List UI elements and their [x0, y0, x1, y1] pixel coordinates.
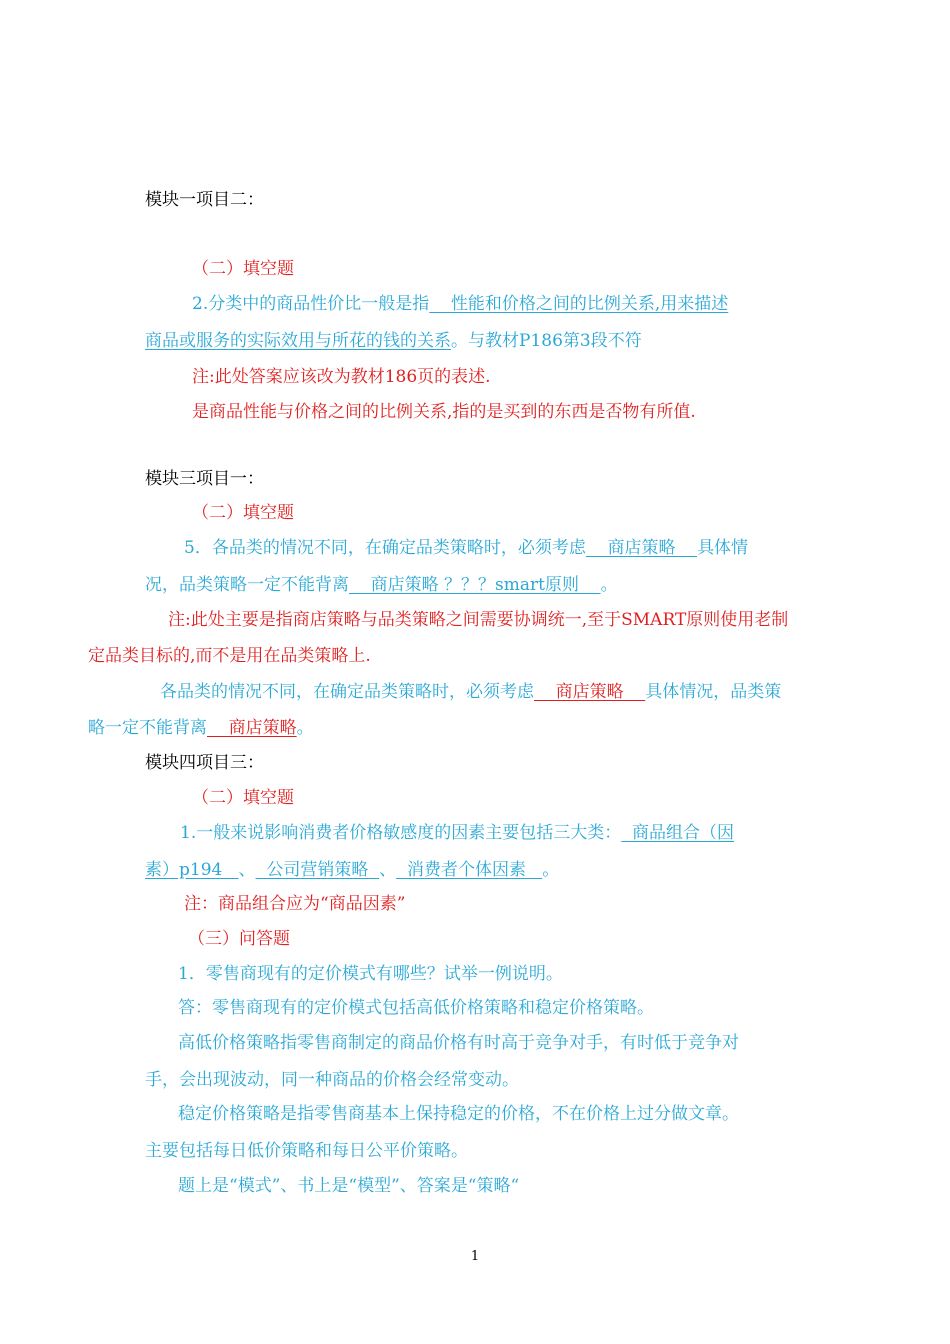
answer-blank: 商品组合（因: [621, 823, 735, 843]
subheading-qa: （三）问答题: [188, 929, 290, 949]
answer-blank: 消费者个体因素: [396, 860, 543, 880]
revised-line: [88, 717, 314, 739]
question-text: 1.一般来说影响消费者价格敏感度的因素主要包括三大类：: [180, 823, 622, 843]
answer-blank: 商店策略: [585, 538, 698, 558]
revised-text: 具体情况，品类策: [645, 682, 782, 702]
revised-text: 各品类的情况不同，在确定品类策略时，必须考虑: [160, 682, 534, 702]
section-heading-m4: 模块四项目三：: [145, 753, 264, 773]
subheading-fill-blank: （二）填空题: [192, 788, 294, 808]
section-heading-m1: 模块一项目二：: [145, 190, 264, 210]
revised-line: [160, 681, 781, 703]
qa-paragraph: 稳定价格策略是指零售商基本上保持稳定的价格，不在价格上过分做文章。: [178, 1104, 739, 1124]
answer-blank: 公司营销策略: [255, 860, 380, 880]
note-text: 是商品性能与价格之间的比例关系,指的是买到的东西是否物有所值.: [192, 402, 696, 422]
question-line: [145, 859, 559, 881]
note-text: 注:此处主要是指商店策略与品类策略之间需要协调统一,至于SMART原则使用老制: [168, 610, 789, 630]
subheading-fill-blank: （二）填空题: [192, 259, 294, 279]
qa-question: 1．零售商现有的定价模式有哪些？试举一例说明。: [178, 964, 563, 984]
question-text: 。与教材P186第3段不符: [451, 331, 642, 351]
answer-blank: 商店策略: [534, 682, 646, 702]
answer-blank: 商店策略: [207, 718, 297, 738]
question-text: 。: [600, 575, 618, 595]
qa-paragraph: 题上是“模式”、书上是“模型”、答案是“策略“: [178, 1176, 520, 1196]
answer-blank: 素）p194: [145, 860, 239, 880]
question-line: [145, 574, 618, 596]
separator: 、: [238, 860, 256, 880]
question-text: 。: [542, 860, 560, 880]
question-line: [145, 330, 642, 352]
section-heading-m3: 模块三项目一：: [145, 469, 264, 489]
note-text: 注:此处答案应该改为教材186页的表述.: [192, 367, 491, 387]
answer-blank: 商品或服务的实际效用与所花的钱的关系: [145, 331, 451, 351]
subheading-fill-blank: （二）填空题: [192, 503, 294, 523]
question-line: [180, 822, 734, 844]
qa-answer: 答：零售商现有的定价模式包括高低价格策略和稳定价格策略。: [178, 998, 654, 1018]
revised-text: 略一定不能背离: [88, 718, 207, 738]
answer-blank: 性能和价格之间的比例关系,用来描述: [429, 294, 729, 314]
note-text: 注：商品组合应为“商品因素”: [184, 894, 406, 914]
separator: 、: [379, 860, 397, 880]
note-text: 定品类目标的,而不是用在品类策略上.: [88, 646, 371, 666]
qa-paragraph: 主要包括每日低价策略和每日公平价策略。: [145, 1141, 468, 1161]
question-text: 2.分类中的商品性价比一般是指: [192, 294, 430, 314]
qa-paragraph: 高低价格策略指零售商制定的商品价格有时高于竞争对手，有时低于竞争对: [178, 1033, 739, 1053]
question-text: 况，品类策略一定不能背离: [145, 575, 349, 595]
answer-blank: 商店策略 ？？？smart原则: [349, 575, 601, 595]
question-text: 5．各品类的情况不同，在确定品类策略时，必须考虑: [184, 538, 586, 558]
revised-text: 。: [296, 718, 314, 738]
page-number: 1: [470, 1249, 480, 1264]
question-line: [192, 293, 728, 315]
question-line: [184, 537, 748, 559]
question-text: 具体情: [697, 538, 749, 558]
qa-paragraph: 手，会出现波动，同一种商品的价格会经常变动。: [145, 1070, 519, 1090]
